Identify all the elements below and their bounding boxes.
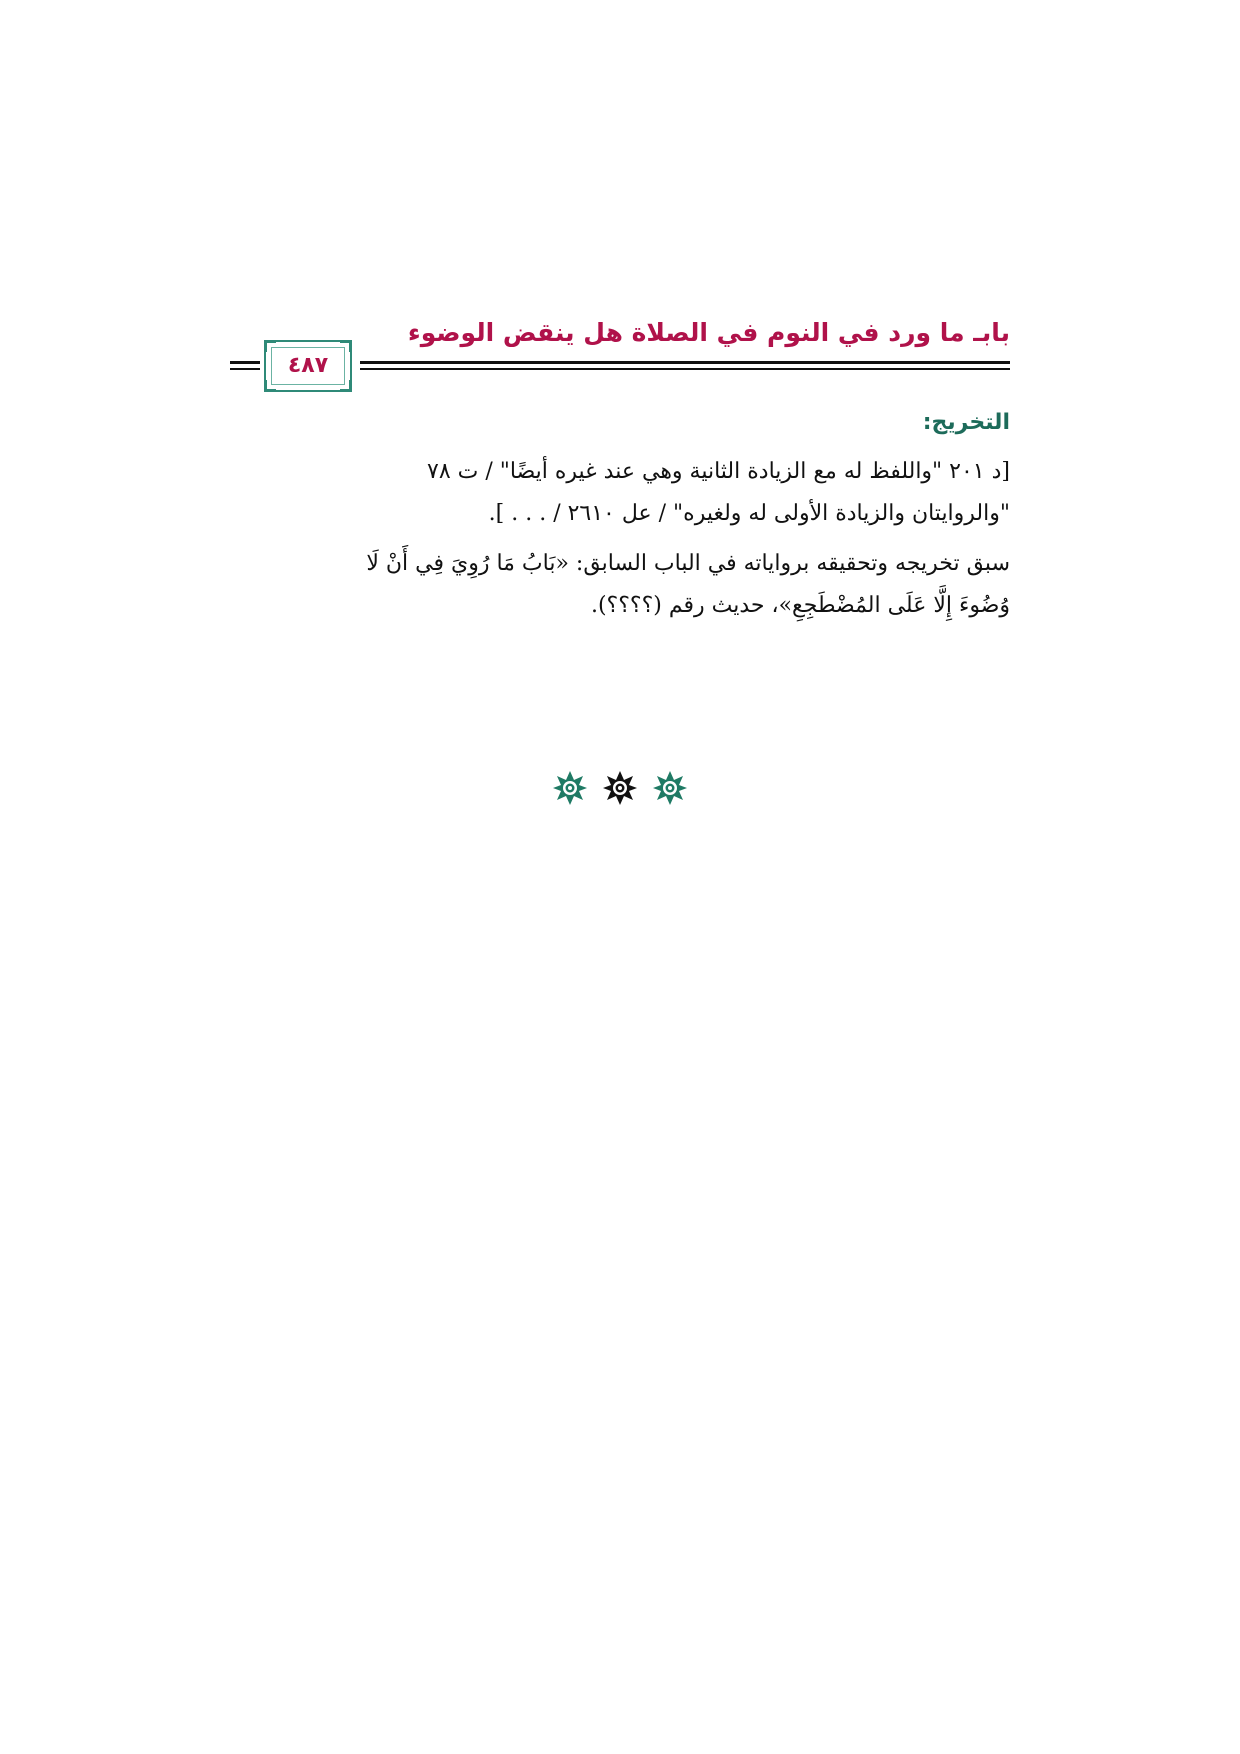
page-body	[240, 410, 1010, 635]
header-rule	[360, 361, 1010, 364]
chapter-title: بابـ ما ورد في النوم في الصلاة هل ينقض الوضوء	[407, 318, 1010, 347]
header-rule	[360, 368, 1010, 370]
paragraph-line: [د ٢٠١ "واللفظ له مع الزيادة الثانية وهي عند غيره أيضًا" / ت ٧٨	[427, 459, 1010, 484]
paragraph-line: سبق تخريجه وتحقيقه برواياته في الباب السابق: «بَابُ مَا رُوِيَ فِي أَنْ لَا	[366, 551, 1010, 576]
page-number: ٤٨٧	[287, 353, 329, 378]
paragraph-line: "والروايتان والزيادة الأولى له ولغيره" / عل ٢٦١٠ / . . . ].	[488, 501, 1010, 526]
flower-ornament-icon	[602, 770, 638, 806]
header-rule-left	[230, 361, 260, 364]
header-rule-left	[230, 368, 260, 370]
flower-ornament-icon	[652, 770, 688, 806]
section-heading: التخريج:	[922, 410, 1010, 435]
flower-ornament-icon	[552, 770, 588, 806]
citation-paragraph	[240, 451, 1010, 535]
page-number-frame	[264, 340, 352, 392]
closing-ornament	[0, 770, 1240, 806]
running-header	[230, 310, 1010, 390]
body-paragraph	[240, 543, 1010, 627]
paragraph-line: وُضُوءَ إِلَّا عَلَى المُضْطَجِعِ»، حديث رقم (؟؟؟؟).	[590, 593, 1010, 618]
